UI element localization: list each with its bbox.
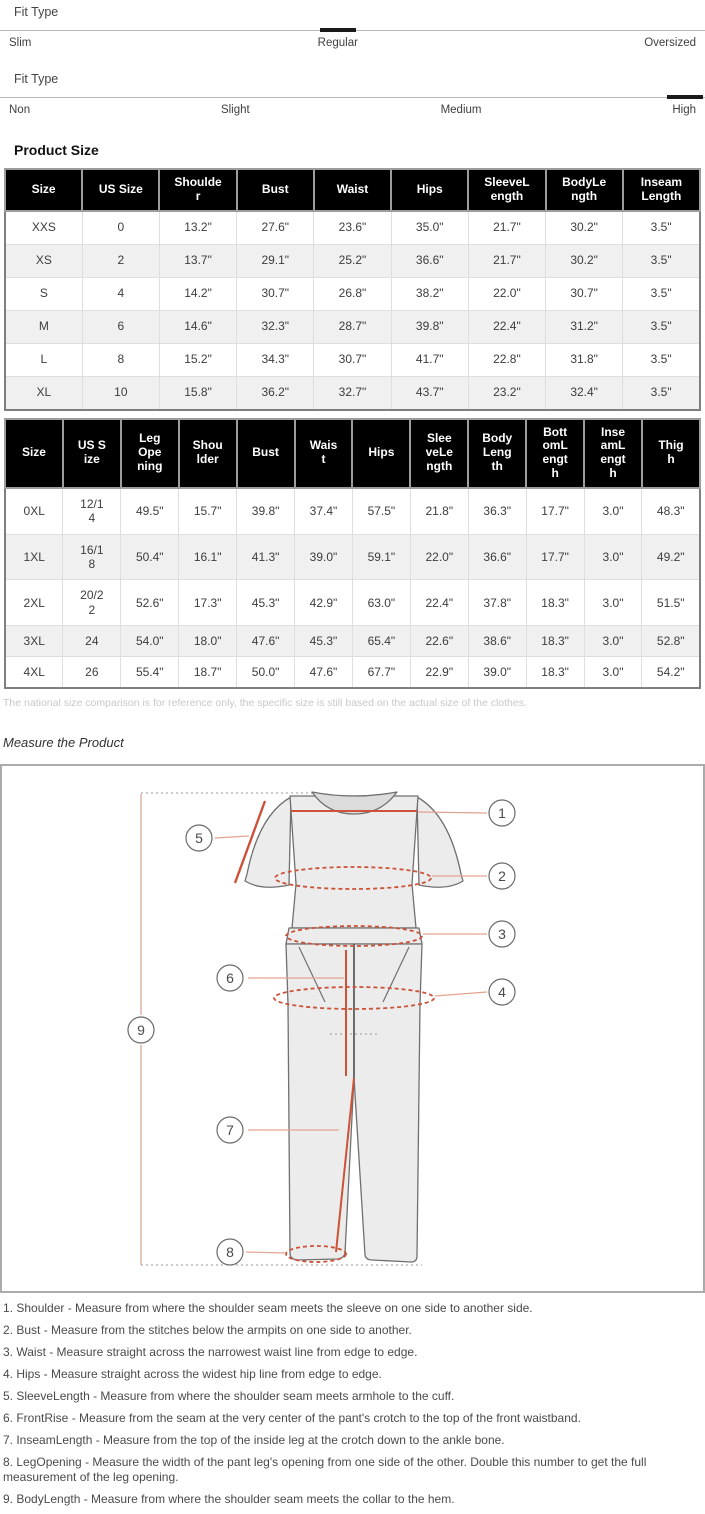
table-cell: 38.2"	[391, 277, 468, 310]
table-row	[5, 211, 700, 245]
table-cell: 54.2"	[642, 657, 700, 689]
measurement-legend	[0, 1293, 705, 1507]
column-header: Thigh	[642, 419, 700, 488]
table-cell: 18.3"	[526, 580, 584, 626]
table-cell: 22.8"	[468, 343, 545, 376]
table-cell: 30.7"	[546, 277, 623, 310]
callout-7	[217, 1117, 243, 1143]
table-cell: XL	[5, 376, 82, 410]
table-header-row	[5, 419, 700, 488]
table-cell: 36.6"	[391, 244, 468, 277]
table-cell: 47.6"	[237, 626, 295, 657]
table-cell: 41.7"	[391, 343, 468, 376]
table-cell: 15.2"	[159, 343, 236, 376]
table-cell: 67.7"	[352, 657, 410, 689]
size-note: The national size comparison is for reference only, the specific size is still based on the actual size of the clothes.	[3, 697, 527, 710]
column-header: Inseam Length	[623, 169, 700, 211]
table-cell: 3.0"	[584, 534, 642, 580]
table-cell: 21.7"	[468, 244, 545, 277]
jumpsuit-measure-illustration	[2, 766, 703, 1291]
table-cell: 3XL	[5, 626, 63, 657]
table-cell: 26	[63, 657, 121, 689]
legend-item: 8. LegOpening - Measure the width of the pant leg's opening from one side of the other. Double this number to get the full measurement of the leg opening.	[3, 1455, 647, 1485]
column-header: SleeveLength	[468, 169, 545, 211]
fit-option-slight: Slight	[220, 104, 250, 116]
column-header: Shoulder	[159, 169, 236, 211]
fit-type-marker	[320, 28, 356, 32]
table-cell: 25.2"	[314, 244, 391, 277]
table-cell: 1XL	[5, 534, 63, 580]
fit-type-options	[0, 98, 705, 116]
callout-4	[489, 979, 515, 1005]
table-cell: 22.0"	[468, 277, 545, 310]
table-cell: 51.5"	[642, 580, 700, 626]
svg-text:3: 3	[498, 926, 506, 943]
table-cell: 42.9"	[295, 580, 353, 626]
table-header-row	[5, 169, 700, 211]
table-cell: 29.1"	[237, 244, 314, 277]
table-cell: 41.3"	[237, 534, 295, 580]
table-cell: 34.3"	[237, 343, 314, 376]
legend-item: 2. Bust - Measure from the stitches below the armpits on one side to another.	[3, 1323, 412, 1338]
column-header: Waist	[314, 169, 391, 211]
table-cell: 30.2"	[546, 211, 623, 245]
table-cell: 22.4"	[468, 310, 545, 343]
table-cell: 59.1"	[352, 534, 410, 580]
table-cell: 2	[82, 244, 159, 277]
table-cell: 35.0"	[391, 211, 468, 245]
measurement-diagram	[0, 764, 705, 1293]
table-cell: 49.2"	[642, 534, 700, 580]
column-header: SleeveLength	[410, 419, 468, 488]
size-table-regular	[4, 168, 701, 411]
fit-option-oversized: Oversized	[644, 37, 696, 49]
table-cell: 3.0"	[584, 580, 642, 626]
table-cell: 30.2"	[546, 244, 623, 277]
legend-item: 3. Waist - Measure straight across the narrowest waist line from edge to edge.	[3, 1345, 418, 1360]
table-cell: 63.0"	[352, 580, 410, 626]
table-cell: 18.0"	[179, 626, 237, 657]
table-cell: 20/22	[63, 580, 121, 626]
table-cell: 45.3"	[237, 580, 295, 626]
table-cell: 21.8"	[410, 488, 468, 534]
table-cell: 3.5"	[623, 310, 700, 343]
column-header: Shoulder	[179, 419, 237, 488]
table-cell: 4	[82, 277, 159, 310]
callout-8	[217, 1239, 243, 1265]
svg-text:8: 8	[226, 1244, 234, 1261]
table-cell: L	[5, 343, 82, 376]
callout-2	[489, 863, 515, 889]
table-cell: 3.0"	[584, 626, 642, 657]
table-cell: 31.8"	[546, 343, 623, 376]
fit-type-scale	[0, 30, 705, 31]
svg-text:2: 2	[498, 868, 506, 885]
table-row	[5, 343, 700, 376]
callout-9	[128, 1017, 154, 1043]
fit-option-medium: Medium	[440, 104, 482, 116]
table-row	[5, 244, 700, 277]
table-cell: 22.9"	[410, 657, 468, 689]
table-cell: 13.2"	[159, 211, 236, 245]
column-header: US Size	[63, 419, 121, 488]
table-cell: 23.6"	[314, 211, 391, 245]
column-header: Bust	[237, 169, 314, 211]
table-cell: 10	[82, 376, 159, 410]
table-cell: 3.0"	[584, 657, 642, 689]
legend-item: 6. FrontRise - Measure from the seam at the very center of the pant's crotch to the top of the front waistband.	[3, 1411, 581, 1426]
fit-type-label: Fit Type	[14, 72, 59, 86]
table-cell: 45.3"	[295, 626, 353, 657]
table-cell: 15.7"	[179, 488, 237, 534]
table-cell: 26.8"	[314, 277, 391, 310]
fit-type-label: Fit Type	[14, 5, 59, 19]
table-cell: 39.0"	[468, 657, 526, 689]
table-cell: 50.4"	[121, 534, 179, 580]
svg-text:4: 4	[498, 984, 506, 1001]
table-row	[5, 488, 700, 534]
table-cell: 50.0"	[237, 657, 295, 689]
table-cell: 38.6"	[468, 626, 526, 657]
callout-3	[489, 921, 515, 947]
table-row	[5, 376, 700, 410]
table-cell: 28.7"	[314, 310, 391, 343]
table-cell: 3.0"	[584, 488, 642, 534]
table-cell: 55.4"	[121, 657, 179, 689]
callout-5	[186, 825, 212, 851]
table-cell: 43.7"	[391, 376, 468, 410]
column-header: Hips	[391, 169, 468, 211]
size-table-plus	[4, 418, 701, 690]
fit-option-high: High	[672, 104, 696, 116]
fit-option-slim: Slim	[9, 37, 32, 49]
column-header: BodyLength	[468, 419, 526, 488]
fit-type-scale	[0, 97, 705, 98]
table-cell: 39.0"	[295, 534, 353, 580]
table-cell: 14.2"	[159, 277, 236, 310]
table-cell: 54.0"	[121, 626, 179, 657]
column-header: InseamLength	[584, 419, 642, 488]
legend-item: 4. Hips - Measure straight across the widest hip line from edge to edge.	[3, 1367, 382, 1382]
table-cell: 22.4"	[410, 580, 468, 626]
measure-heading: Measure the Product	[3, 735, 124, 751]
table-row	[5, 626, 700, 657]
table-cell: 27.6"	[237, 211, 314, 245]
fit-type-slider-stretch	[0, 69, 705, 116]
legend-item: 1. Shoulder - Measure from where the shoulder seam meets the sleeve on one side to another side.	[3, 1301, 533, 1316]
table-cell: 0	[82, 211, 159, 245]
svg-text:5: 5	[195, 830, 203, 847]
table-cell: 49.5"	[121, 488, 179, 534]
svg-text:6: 6	[226, 970, 234, 987]
table-cell: 32.7"	[314, 376, 391, 410]
svg-text:9: 9	[137, 1022, 145, 1039]
table-cell: 3.5"	[623, 376, 700, 410]
product-size-heading: Product Size	[14, 142, 99, 158]
table-cell: 57.5"	[352, 488, 410, 534]
table-cell: 31.2"	[546, 310, 623, 343]
fit-type-options	[0, 31, 705, 49]
table-cell: 37.4"	[295, 488, 353, 534]
table-cell: 30.7"	[314, 343, 391, 376]
fit-option-regular: Regular	[317, 37, 358, 49]
fit-type-slider-regular	[0, 2, 705, 49]
table-cell: 18.3"	[526, 626, 584, 657]
table-cell: 3.5"	[623, 277, 700, 310]
table-cell: XXS	[5, 211, 82, 245]
column-header: Bust	[237, 419, 295, 488]
table-cell: 18.7"	[179, 657, 237, 689]
callout-1	[489, 800, 515, 826]
table-cell: 22.0"	[410, 534, 468, 580]
table-cell: 22.6"	[410, 626, 468, 657]
table-cell: 2XL	[5, 580, 63, 626]
table-cell: 32.3"	[237, 310, 314, 343]
legend-item: 9. BodyLength - Measure from where the shoulder seam meets the collar to the hem.	[3, 1492, 455, 1507]
table-cell: 3.5"	[623, 343, 700, 376]
table-cell: 18.3"	[526, 657, 584, 689]
table-cell: 17.3"	[179, 580, 237, 626]
column-header: Hips	[352, 419, 410, 488]
table-cell: 30.7"	[237, 277, 314, 310]
legend-item: 7. InseamLength - Measure from the top of the inside leg at the crotch down to the ankle bone.	[3, 1433, 505, 1448]
table-cell: 65.4"	[352, 626, 410, 657]
table-cell: 16.1"	[179, 534, 237, 580]
table-cell: 36.2"	[237, 376, 314, 410]
table-cell: 52.6"	[121, 580, 179, 626]
callout-6	[217, 965, 243, 991]
table-cell: 17.7"	[526, 488, 584, 534]
table-cell: 39.8"	[391, 310, 468, 343]
table-cell: 14.6"	[159, 310, 236, 343]
column-header: Leg Opening	[121, 419, 179, 488]
table-row	[5, 277, 700, 310]
table-cell: 3.5"	[623, 211, 700, 245]
table-row	[5, 310, 700, 343]
fit-type-marker	[667, 95, 703, 99]
table-cell: 17.7"	[526, 534, 584, 580]
table-cell: 48.3"	[642, 488, 700, 534]
table-cell: 23.2"	[468, 376, 545, 410]
table-cell: M	[5, 310, 82, 343]
table-cell: S	[5, 277, 82, 310]
table-cell: 16/18	[63, 534, 121, 580]
fit-option-non: Non	[9, 104, 31, 116]
table-cell: 37.8"	[468, 580, 526, 626]
column-header: Size	[5, 169, 82, 211]
column-header: BottomLength	[526, 419, 584, 488]
table-cell: XS	[5, 244, 82, 277]
table-cell: 52.8"	[642, 626, 700, 657]
table-cell: 39.8"	[237, 488, 295, 534]
table-cell: 21.7"	[468, 211, 545, 245]
column-header: BodyLength	[546, 169, 623, 211]
table-row	[5, 657, 700, 689]
table-cell: 13.7"	[159, 244, 236, 277]
svg-text:7: 7	[226, 1122, 234, 1139]
table-cell: 36.3"	[468, 488, 526, 534]
table-cell: 15.8"	[159, 376, 236, 410]
table-cell: 4XL	[5, 657, 63, 689]
table-cell: 24	[63, 626, 121, 657]
table-cell: 12/14	[63, 488, 121, 534]
table-cell: 8	[82, 343, 159, 376]
table-cell: 36.6"	[468, 534, 526, 580]
table-row	[5, 580, 700, 626]
svg-text:1: 1	[498, 805, 506, 822]
column-header: Size	[5, 419, 63, 488]
column-header: US Size	[82, 169, 159, 211]
table-cell: 0XL	[5, 488, 63, 534]
table-cell: 3.5"	[623, 244, 700, 277]
column-header: Waist	[295, 419, 353, 488]
table-row	[5, 534, 700, 580]
table-cell: 6	[82, 310, 159, 343]
legend-item: 5. SleeveLength - Measure from where the shoulder seam meets armhole to the cuff.	[3, 1389, 455, 1404]
table-cell: 32.4"	[546, 376, 623, 410]
table-cell: 47.6"	[295, 657, 353, 689]
